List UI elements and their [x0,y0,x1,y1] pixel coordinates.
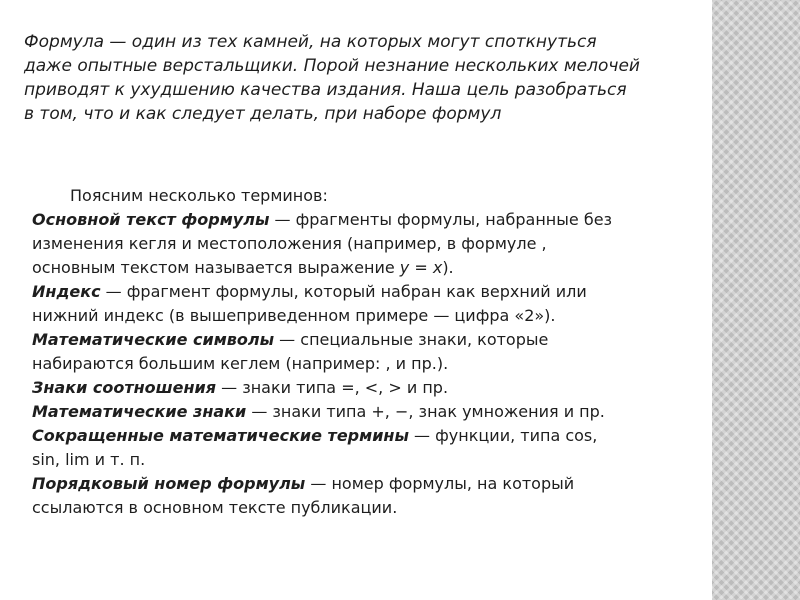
term-definition: изменения кегля и местоположения (например, в формуле , [32,234,547,253]
term-definition: — фрагмент формулы, который набран как верхний или [100,282,587,301]
term-definition: основным текстом называется выражение [32,258,400,277]
math-variable: y [399,258,410,277]
term-definition: ). [442,258,454,277]
term-definition: — номер формулы, на который [305,474,575,493]
intro-line: приводят к ухудшению качества издания. Наша цель разобраться [24,80,627,100]
term-definition: — знаки типа =, <, > и пр. [216,378,449,397]
terms-list [32,184,692,520]
term-abbreviated-terms [32,424,692,472]
term-definition: — знаки типа +, −, знак умножения и пр. [246,402,605,421]
term-title: Математические знаки [32,402,247,421]
term-main-text [32,208,692,280]
terms-lead: Поясним несколько терминов: [70,186,328,205]
term-definition: нижний индекс (в вышеприведенном примере — цифра «2»). [32,306,556,325]
term-definition: — фрагменты формулы, набранные без [269,210,613,229]
term-title: Знаки соотношения [32,378,217,397]
term-math-symbols [32,328,692,376]
intro-line: даже опытные верстальщики. Порой незнание нескольких мелочей [24,56,640,76]
term-definition: — специальные знаки, которые [274,330,549,349]
term-definition: — функции, типа cos, [408,426,598,445]
term-definition: ссылаются в основном тексте публикации. [32,498,398,517]
term-title: Порядковый номер формулы [32,474,306,493]
term-formula-number [32,472,692,520]
term-index [32,280,692,328]
intro-line: в том, что и как следует делать, при наборе формул [24,104,502,124]
math-operator: = [409,258,433,277]
term-title: Индекс [32,282,101,301]
term-relation-signs [32,376,692,400]
side-decoration-band [712,0,800,600]
intro-line: Формула — один из тех камней, на которых могут споткнуться [24,32,597,52]
intro-paragraph [24,30,689,126]
term-title: Сокращенные математические термины [32,426,409,445]
term-definition: набираются большим кеглем (например: , и пр.). [32,354,449,373]
math-variable: x [432,258,443,277]
term-title: Основной текст формулы [32,210,270,229]
term-definition: sin, lim и т. п. [32,450,146,469]
term-title: Математические символы [32,330,275,349]
term-math-signs [32,400,692,424]
